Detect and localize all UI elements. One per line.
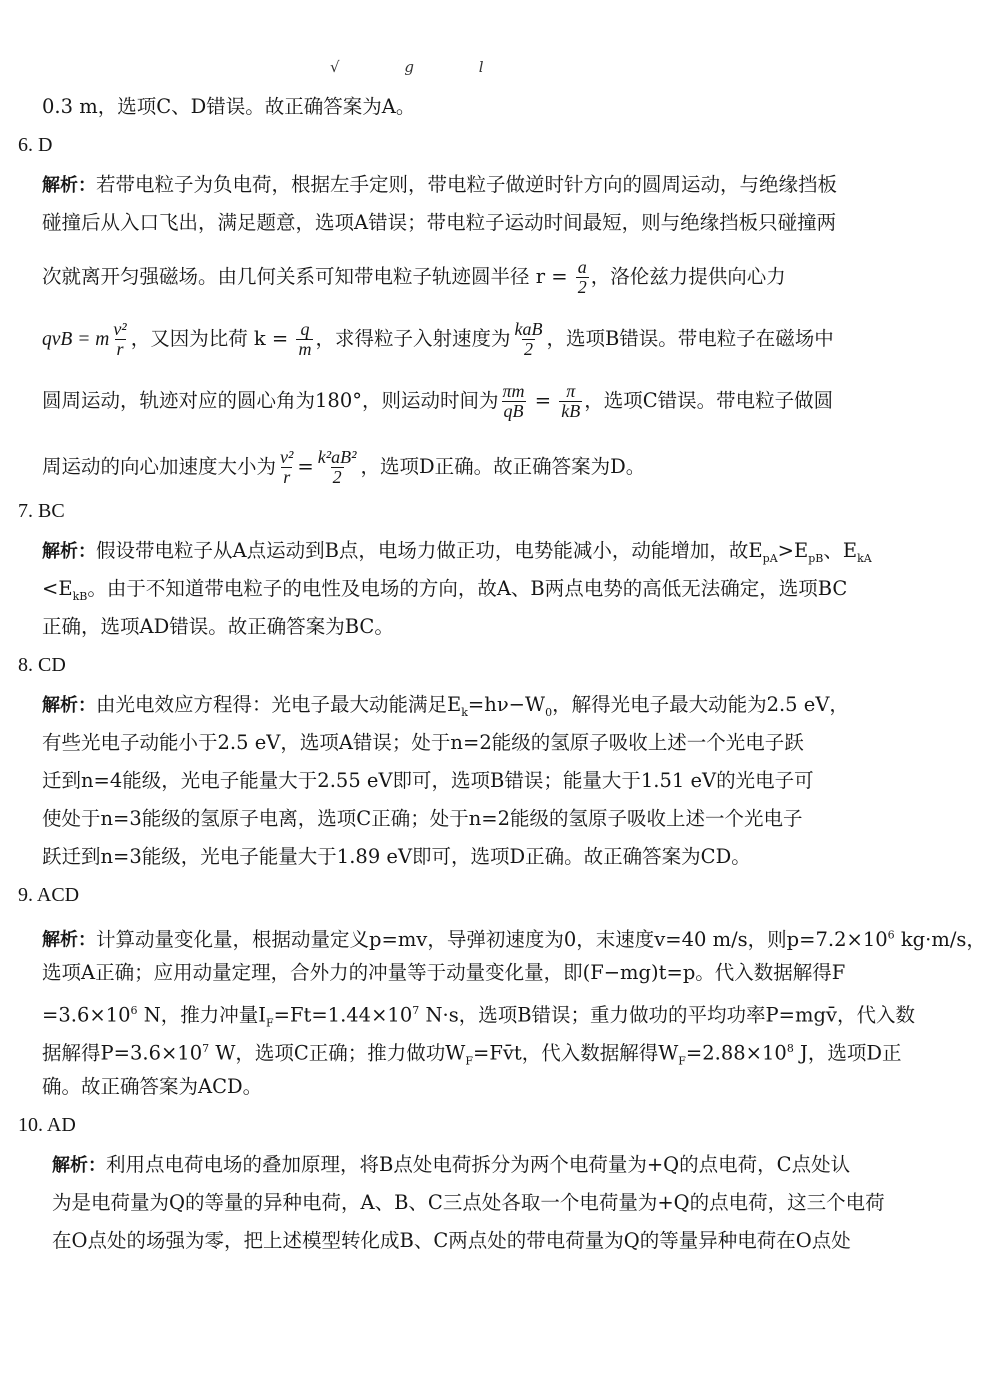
formula-fragment: √ g l <box>330 58 514 76</box>
q9-line-1: 解析：计算动量变化量，根据动量定义p=mv，导弹初速度为0，末速度v=40 m/s，则$p=7.2\times 10^6$ kg·m/s， <box>42 927 986 951</box>
fraction-v2-over-r: $\frac{\text{v²}}{r}$ <box>113 319 127 359</box>
q7-line-2: $<E_{kB}$。由于不知道带电粒子的电性及电场的方向，故A、B两点电势的高低无法确定，选项BC <box>42 577 848 603</box>
q9-number: 9. ACD <box>18 884 80 906</box>
q7-number: 7. BC <box>18 500 65 522</box>
q8-line-2: 有些光电子动能小于2.5 eV，选项A错误；处于n=2能级的氢原子吸收上述一个光电子跃 <box>42 731 804 754</box>
q6-label: 解析： <box>42 175 96 196</box>
fraction-v2-over-r-2: $\frac{\text{v²}}{r}$ <box>280 447 294 487</box>
q9-line-3: $=3.6\times 10^6$ N，推力冲量$I_F=Ft=1.44\times 10^7$ N·s，选项B错误；重力做功的平均功率P=mgv̄，代入数 <box>42 1003 915 1030</box>
q8-line-4: 使处于n=3能级的氢原子电离，选项C正确；处于n=2能级的氢原子吸收上述一个光电子 <box>42 807 803 830</box>
q6-number: 6. D <box>18 134 53 156</box>
q6-line-6: 周运动的向心加速度大小为 $\frac{\text{v²}}{r}$ = $\frac{\text{k²aB²}}{2}$ ，选项D正确。故正确答案为D。 <box>42 447 646 487</box>
q9-line-2: 选项A正确；应用动量定理，合外力的冲量等于动量变化量，即(F−mg)t=p。代入数据解得F <box>42 961 846 984</box>
intro-line: 0.3 m，选项C、D错误。故正确答案为A。 <box>42 95 416 118</box>
q6-line-2: 碰撞后从入口飞出，满足题意，选项A错误；带电粒子运动时间最短，则与绝缘挡板只碰撞两 <box>42 211 837 234</box>
q6-line-4: qvB = m $\frac{\text{v²}}{r}$ ，又因为比荷 k = $\frac{q}{m}$ ，求得粒子入射速度为 $\frac{\text{kaB}}{2}$ ，选项B错误。带电粒子在磁场中 <box>42 319 834 359</box>
fraction-k2ab2-over-2: $\frac{\text{k²aB²}}{2}$ <box>317 447 357 487</box>
q6-line-5: 圆周运动，轨迹对应的圆心角为180°，则运动时间为 $\frac{\pi m}{qB}$ = $\frac{\pi}{kB}$ ，选项C错误。带电粒子做圆 <box>42 381 834 421</box>
q8-number: 8. CD <box>18 654 66 676</box>
fraction-q-over-m: $\frac{q}{m}$ <box>298 319 312 359</box>
q7-line-1: 解析：假设带电粒子从A点运动到B点，电场力做正功，电势能减小，动能增加，故$E_{pA}>E_{pB}$、$E_{kA}$ <box>42 539 872 565</box>
q6-line-1: 解析：若带电粒子为负电荷，根据左手定则，带电粒子做逆时针方向的圆周运动，与绝缘挡板 <box>42 173 838 196</box>
q8-line-5: 跃迁到n=3能级，光电子能量大于1.89 eV即可，选项D正确。故正确答案为CD。 <box>42 845 751 868</box>
fraction-pi-over-kb: $\frac{\pi}{kB}$ <box>561 381 581 421</box>
q8-line-1: 解析：由光电效应方程得：光电子最大动能满足$E_k=h\nu-W_0$，解得光电子最大动能为2.5 eV， <box>42 693 849 719</box>
q10-line-3: 在O点处的场强为零，把上述模型转化成B、C两点处的带电荷量为Q的等量异种电荷在O点处 <box>52 1229 851 1252</box>
fraction-a-over-2: $\frac{a}{2}$ <box>577 257 587 297</box>
q7-line-3: 正确，选项AD错误。故正确答案为BC。 <box>42 615 394 638</box>
q9-line-4: 据解得$P=3.6\times 10^7$ W，选项C正确；推力做功$W_F=Fv̄t$，代入数据解得$W_F=2.88\times 10^8$ J，选项D正 <box>42 1041 902 1068</box>
fraction-pim-over-qb: $\frac{\pi m}{qB}$ <box>502 381 525 421</box>
q6-line-3: 次就离开匀强磁场。由几何关系可知带电粒子轨迹圆半径 r = $\frac{a}{2}$ ，洛伦兹力提供向心力 <box>42 257 786 297</box>
q10-line-1: 解析：利用点电荷电场的叠加原理，将B点处电荷拆分为两个电荷量为+Q的点电荷，C点处认 <box>52 1153 851 1176</box>
q10-line-2: 为是电荷量为Q的等量的异种电荷，A、B、C三点处各取一个电荷量为+Q的点电荷，这三个电荷 <box>52 1191 885 1214</box>
q8-line-3: 迁到n=4能级，光电子能量大于2.55 eV即可，选项B错误；能量大于1.51 eV的光电子可 <box>42 769 814 792</box>
q9-line-5: 确。故正确答案为ACD。 <box>42 1075 263 1098</box>
q10-number: 10. AD <box>18 1114 76 1136</box>
fraction-kab-over-2: $\frac{\text{kaB}}{2}$ <box>514 319 543 359</box>
